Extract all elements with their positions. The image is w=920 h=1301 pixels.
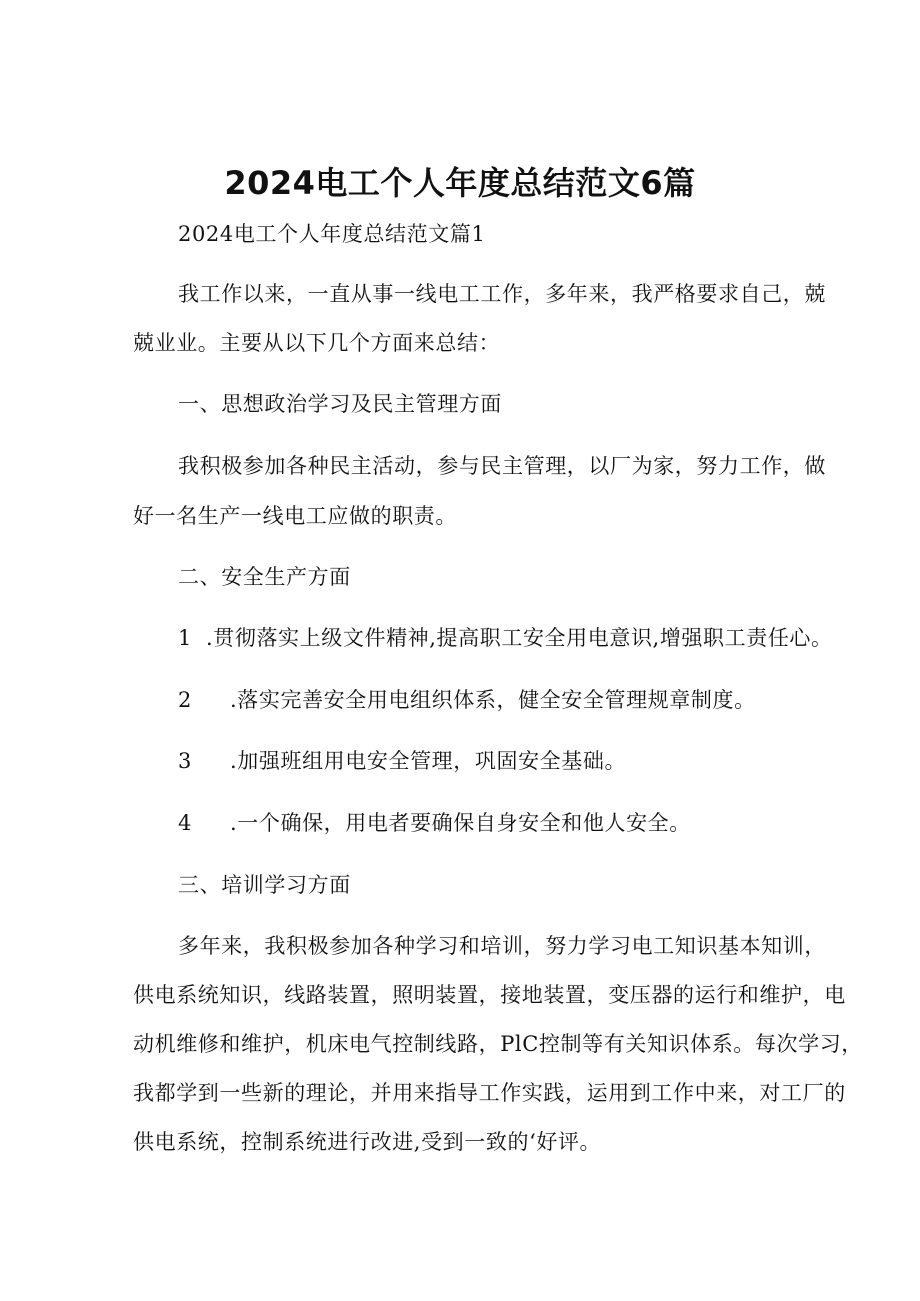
list-item xyxy=(178,807,691,837)
heading-section-3: 三、培训学习方面 xyxy=(178,873,351,897)
list-item-text: .加强班组用电安全管理，巩固安全基础。 xyxy=(230,749,627,773)
list-item-number: 1 xyxy=(178,626,192,650)
list-item-text: .贯彻落实上级文件精神,提高职工安全用电意识,增强职工责任心。 xyxy=(206,626,833,650)
list-item xyxy=(178,745,626,775)
document-title: 2024电工个人年度总结范文6篇 xyxy=(224,164,696,202)
list-item-number: 4 xyxy=(178,811,192,835)
section-subtitle: 2024电工个人年度总结范文篇1 xyxy=(178,222,486,246)
list-item-number: 2 xyxy=(178,688,192,712)
intro-line-1: 我工作以来，一直从事一线电工工作，多年来，我严格要求自己，兢 xyxy=(178,282,826,306)
section-3-line-4: 我都学到一些新的理论，并用来指导工作实践，运用到工作中来，对工厂的 xyxy=(133,1081,846,1105)
list-item-text: .一个确保，用电者要确保自身安全和他人安全。 xyxy=(230,811,691,835)
section-1-line-2: 好一名生产一线电工应做的职责。 xyxy=(133,504,457,528)
list-item xyxy=(178,622,833,652)
section-3-line-5: 供电系统，控制系统进行改进,受到一致的‘好评。 xyxy=(133,1130,602,1154)
list-item xyxy=(178,684,756,714)
section-3-line-3: 动机维修和维护，机床电气控制线路，PlC控制等有关知识体系。每次学习， xyxy=(133,1032,863,1056)
list-item-number: 3 xyxy=(178,749,192,773)
intro-line-2: 兢业业。主要从以下几个方面来总结： xyxy=(133,331,501,355)
section-1-line-1: 我积极参加各种民主活动，参与民主管理，以厂为家，努力工作，做 xyxy=(178,454,826,478)
heading-section-1: 一、思想政治学习及民主管理方面 xyxy=(178,392,502,416)
list-item-text: .落实完善安全用电组织体系，健全安全管理规章制度。 xyxy=(230,688,756,712)
heading-section-2: 二、安全生产方面 xyxy=(178,565,351,589)
section-3-line-1: 多年来，我积极参加各种学习和培训，努力学习电工知识基本知训， xyxy=(178,934,826,958)
section-3-line-2: 供电系统知识，线路装置，照明装置，接地装置，变压器的运行和维护，电 xyxy=(133,983,846,1007)
